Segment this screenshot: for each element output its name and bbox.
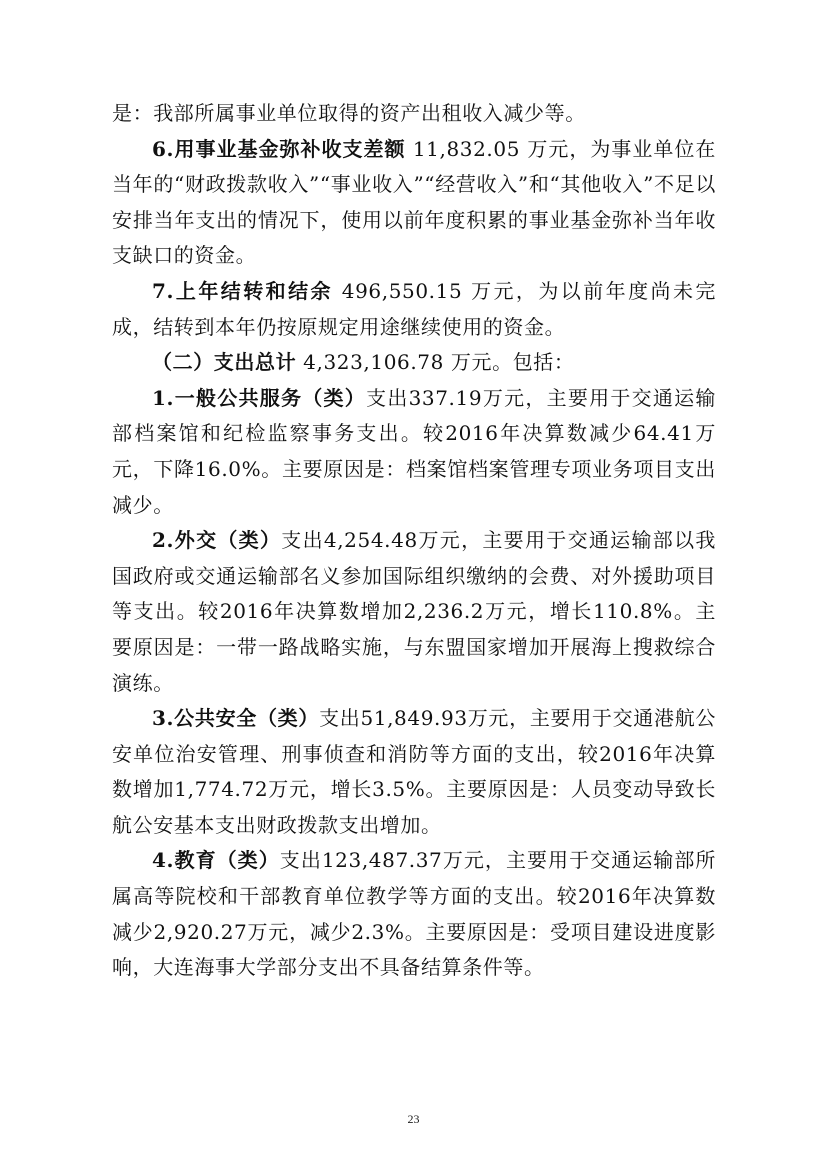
- paragraph-heading: 1.一般公共服务（类）: [152, 385, 367, 410]
- paragraph-heading: 6.用事业基金弥补收支差额: [152, 136, 406, 161]
- paragraph-text: 496,550.15 万元，为以前年度尚未完成，结转到本年仍按原规定用途继续使用的资金。: [112, 278, 717, 339]
- body-text: [112, 96, 716, 986]
- paragraph-heading: 4.教育（类）: [152, 848, 280, 873]
- paragraph-text: 11,832.05 万元，为事业单位在当年的“财政拨款收入”“事业收入”“经营收入”和“其他收入”不足以安排当年支出的情况下，使用以前年度积累的事业基金弥补当年收支缺口的资金。: [112, 136, 716, 268]
- page-number: 23: [407, 1112, 420, 1126]
- paragraph-expenditure-total: [112, 345, 716, 381]
- paragraph-general-public-services: [112, 381, 716, 523]
- paragraph-text: 支出123,487.37万元，主要用于交通运输部所属高等院校和干部教育单位教学等方面的支出。较2016年决算数减少2,920.27万元，减少2.3%。主要原因是：受项目建设进度影响，大连海事大学部分支出不具备结算条件等。: [112, 848, 716, 980]
- paragraph-foreign-affairs: [112, 523, 716, 701]
- paragraph-text: 是：我部所属事业单位取得的资产出租收入减少等。: [112, 101, 586, 125]
- paragraph-heading: 2.外交（类）: [152, 528, 282, 553]
- paragraph-heading: 3.公共安全（类）: [152, 706, 320, 731]
- paragraph-heading: （二）支出总计: [152, 350, 297, 375]
- paragraph-prior-year-carryover: [112, 274, 716, 345]
- paragraph-text: 支出337.19万元，主要用于交通运输部档案馆和纪检监察事务支出。较2016年决算数减少64.41万元，下降16.0%。主要原因是：档案馆档案管理专项业务项目支出减少。: [112, 385, 716, 517]
- paragraph-education: [112, 843, 716, 985]
- paragraph-continuation: [112, 96, 716, 132]
- paragraph-text: 4,323,106.78 万元。包括：: [296, 350, 575, 375]
- paragraph-text: 支出4,254.48万元，主要用于交通运输部以我国政府或交通运输部名义参加国际组织缴纳的会费、对外援助项目等支出。较2016年决算数增加2,236.2万元，增长110.8%。主要原因是：一带一路战略实施，与东盟国家增加开展海上搜救综合演练。: [112, 528, 716, 695]
- paragraph-public-security: [112, 701, 716, 843]
- paragraph-heading: 7.上年结转和结余: [152, 278, 333, 303]
- paragraph-text: 支出51,849.93万元，主要用于交通港航公安单位治安管理、刑事侦查和消防等方面的支出，较2016年决算数增加1,774.72万元，增长3.5%。主要原因是：人员变动导致长航公安基本支出财政拨款支出增加。: [112, 706, 717, 837]
- paragraph-fund-supplement: [112, 132, 716, 274]
